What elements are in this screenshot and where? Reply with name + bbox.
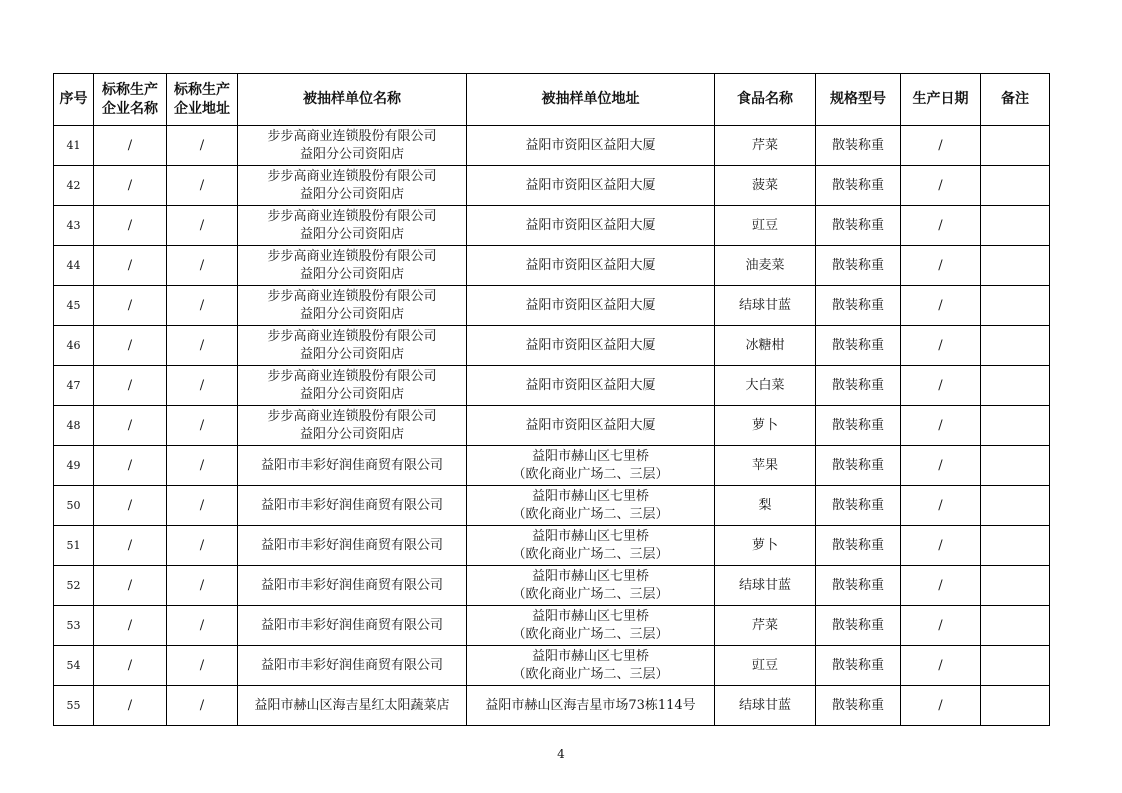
table-row [54, 526, 1050, 566]
cell-food-name: 大白菜 [715, 366, 816, 406]
cell-spec-model: 散装称重 [816, 206, 901, 246]
cell-remarks [981, 326, 1050, 366]
table-body [54, 126, 1050, 726]
cell-mfr-address: / [167, 406, 238, 446]
cell-remarks [981, 406, 1050, 446]
header-serial-no: 序号 [54, 74, 94, 126]
cell-remarks [981, 166, 1050, 206]
cell-serial-no: 42 [54, 166, 94, 206]
cell-production-date: / [901, 126, 981, 166]
cell-production-date: / [901, 166, 981, 206]
table-row [54, 286, 1050, 326]
cell-sampled-unit-address: 益阳市赫山区七里桥 （欧化商业广场二、三层） [467, 566, 715, 606]
table-row [54, 366, 1050, 406]
cell-mfr-name: / [94, 486, 167, 526]
cell-sampled-unit-name: 步步高商业连锁股份有限公司 益阳分公司资阳店 [238, 366, 467, 406]
cell-sampled-unit-address: 益阳市赫山区七里桥 （欧化商业广场二、三层） [467, 446, 715, 486]
cell-mfr-address: / [167, 526, 238, 566]
cell-production-date: / [901, 526, 981, 566]
cell-sampled-unit-name: 步步高商业连锁股份有限公司 益阳分公司资阳店 [238, 246, 467, 286]
cell-serial-no: 52 [54, 566, 94, 606]
cell-mfr-address: / [167, 326, 238, 366]
cell-sampled-unit-address: 益阳市资阳区益阳大厦 [467, 246, 715, 286]
cell-production-date: / [901, 686, 981, 726]
cell-sampled-unit-address: 益阳市资阳区益阳大厦 [467, 286, 715, 326]
cell-food-name: 萝卜 [715, 526, 816, 566]
table-row [54, 566, 1050, 606]
cell-remarks [981, 646, 1050, 686]
cell-mfr-name: / [94, 246, 167, 286]
cell-serial-no: 43 [54, 206, 94, 246]
cell-production-date: / [901, 606, 981, 646]
cell-serial-no: 49 [54, 446, 94, 486]
cell-sampled-unit-name: 步步高商业连锁股份有限公司 益阳分公司资阳店 [238, 326, 467, 366]
table-row [54, 406, 1050, 446]
cell-serial-no: 41 [54, 126, 94, 166]
cell-sampled-unit-address: 益阳市资阳区益阳大厦 [467, 206, 715, 246]
cell-sampled-unit-address: 益阳市赫山区七里桥 （欧化商业广场二、三层） [467, 606, 715, 646]
cell-mfr-name: / [94, 366, 167, 406]
cell-mfr-name: / [94, 206, 167, 246]
sampling-table [53, 73, 1050, 726]
cell-production-date: / [901, 486, 981, 526]
cell-remarks [981, 126, 1050, 166]
cell-mfr-name: / [94, 526, 167, 566]
cell-mfr-address: / [167, 446, 238, 486]
cell-mfr-address: / [167, 686, 238, 726]
cell-mfr-name: / [94, 286, 167, 326]
page-number: 4 [557, 747, 565, 761]
cell-remarks [981, 286, 1050, 326]
cell-mfr-address: / [167, 126, 238, 166]
cell-spec-model: 散装称重 [816, 286, 901, 326]
cell-serial-no: 48 [54, 406, 94, 446]
table-row [54, 326, 1050, 366]
cell-sampled-unit-name: 益阳市丰彩好润佳商贸有限公司 [238, 526, 467, 566]
table-row [54, 246, 1050, 286]
cell-sampled-unit-address: 益阳市赫山区七里桥 （欧化商业广场二、三层） [467, 646, 715, 686]
cell-remarks [981, 446, 1050, 486]
cell-production-date: / [901, 206, 981, 246]
header-sampled-unit-name: 被抽样单位名称 [238, 74, 467, 126]
cell-serial-no: 44 [54, 246, 94, 286]
cell-remarks [981, 486, 1050, 526]
cell-sampled-unit-name: 步步高商业连锁股份有限公司 益阳分公司资阳店 [238, 126, 467, 166]
cell-remarks [981, 526, 1050, 566]
cell-sampled-unit-address: 益阳市资阳区益阳大厦 [467, 406, 715, 446]
cell-spec-model: 散装称重 [816, 526, 901, 566]
cell-mfr-address: / [167, 206, 238, 246]
table-header-row [54, 74, 1050, 126]
header-sampled-unit-address: 被抽样单位地址 [467, 74, 715, 126]
cell-sampled-unit-address: 益阳市赫山区七里桥 （欧化商业广场二、三层） [467, 486, 715, 526]
cell-remarks [981, 686, 1050, 726]
cell-food-name: 豇豆 [715, 206, 816, 246]
cell-mfr-name: / [94, 406, 167, 446]
table-row [54, 446, 1050, 486]
cell-spec-model: 散装称重 [816, 486, 901, 526]
header-mfr-name: 标称生产 企业名称 [94, 74, 167, 126]
cell-food-name: 苹果 [715, 446, 816, 486]
cell-spec-model: 散装称重 [816, 166, 901, 206]
cell-sampled-unit-name: 步步高商业连锁股份有限公司 益阳分公司资阳店 [238, 286, 467, 326]
cell-mfr-address: / [167, 566, 238, 606]
cell-sampled-unit-address: 益阳市资阳区益阳大厦 [467, 366, 715, 406]
cell-spec-model: 散装称重 [816, 246, 901, 286]
cell-mfr-name: / [94, 326, 167, 366]
cell-food-name: 结球甘蓝 [715, 566, 816, 606]
cell-production-date: / [901, 406, 981, 446]
cell-serial-no: 54 [54, 646, 94, 686]
cell-mfr-name: / [94, 446, 167, 486]
cell-food-name: 油麦菜 [715, 246, 816, 286]
cell-mfr-address: / [167, 606, 238, 646]
cell-production-date: / [901, 366, 981, 406]
cell-mfr-address: / [167, 366, 238, 406]
cell-mfr-name: / [94, 646, 167, 686]
cell-production-date: / [901, 446, 981, 486]
cell-production-date: / [901, 646, 981, 686]
cell-production-date: / [901, 566, 981, 606]
cell-sampled-unit-name: 步步高商业连锁股份有限公司 益阳分公司资阳店 [238, 166, 467, 206]
table-row [54, 486, 1050, 526]
cell-mfr-address: / [167, 166, 238, 206]
cell-food-name: 豇豆 [715, 646, 816, 686]
cell-remarks [981, 206, 1050, 246]
cell-spec-model: 散装称重 [816, 686, 901, 726]
cell-mfr-address: / [167, 246, 238, 286]
cell-sampled-unit-address: 益阳市资阳区益阳大厦 [467, 326, 715, 366]
cell-food-name: 芹菜 [715, 606, 816, 646]
cell-serial-no: 46 [54, 326, 94, 366]
table-row [54, 126, 1050, 166]
cell-spec-model: 散装称重 [816, 326, 901, 366]
table-row [54, 686, 1050, 726]
header-spec-model: 规格型号 [816, 74, 901, 126]
cell-sampled-unit-name: 步步高商业连锁股份有限公司 益阳分公司资阳店 [238, 206, 467, 246]
cell-spec-model: 散装称重 [816, 126, 901, 166]
cell-mfr-name: / [94, 166, 167, 206]
cell-remarks [981, 566, 1050, 606]
cell-spec-model: 散装称重 [816, 606, 901, 646]
cell-sampled-unit-name: 益阳市丰彩好润佳商贸有限公司 [238, 646, 467, 686]
table-row [54, 646, 1050, 686]
cell-spec-model: 散装称重 [816, 646, 901, 686]
cell-mfr-address: / [167, 646, 238, 686]
cell-mfr-name: / [94, 566, 167, 606]
cell-serial-no: 53 [54, 606, 94, 646]
cell-sampled-unit-address: 益阳市资阳区益阳大厦 [467, 166, 715, 206]
cell-sampled-unit-address: 益阳市赫山区七里桥 （欧化商业广场二、三层） [467, 526, 715, 566]
cell-remarks [981, 366, 1050, 406]
cell-serial-no: 55 [54, 686, 94, 726]
header-production-date: 生产日期 [901, 74, 981, 126]
sampling-table-container [53, 73, 1050, 726]
header-remarks: 备注 [981, 74, 1050, 126]
cell-sampled-unit-name: 益阳市丰彩好润佳商贸有限公司 [238, 486, 467, 526]
cell-serial-no: 47 [54, 366, 94, 406]
cell-production-date: / [901, 246, 981, 286]
table-row [54, 166, 1050, 206]
cell-remarks [981, 246, 1050, 286]
cell-food-name: 结球甘蓝 [715, 286, 816, 326]
cell-sampled-unit-name: 步步高商业连锁股份有限公司 益阳分公司资阳店 [238, 406, 467, 446]
cell-serial-no: 50 [54, 486, 94, 526]
cell-mfr-name: / [94, 126, 167, 166]
cell-production-date: / [901, 326, 981, 366]
cell-food-name: 芹菜 [715, 126, 816, 166]
cell-mfr-name: / [94, 606, 167, 646]
cell-food-name: 菠菜 [715, 166, 816, 206]
cell-spec-model: 散装称重 [816, 446, 901, 486]
cell-production-date: / [901, 286, 981, 326]
cell-remarks [981, 606, 1050, 646]
cell-spec-model: 散装称重 [816, 366, 901, 406]
cell-sampled-unit-name: 益阳市丰彩好润佳商贸有限公司 [238, 606, 467, 646]
cell-sampled-unit-address: 益阳市资阳区益阳大厦 [467, 126, 715, 166]
cell-food-name: 冰糖柑 [715, 326, 816, 366]
cell-sampled-unit-address: 益阳市赫山区海吉星市场73栋114号 [467, 686, 715, 726]
cell-spec-model: 散装称重 [816, 406, 901, 446]
header-mfr-address: 标称生产 企业地址 [167, 74, 238, 126]
cell-sampled-unit-name: 益阳市丰彩好润佳商贸有限公司 [238, 446, 467, 486]
cell-food-name: 梨 [715, 486, 816, 526]
cell-sampled-unit-name: 益阳市丰彩好润佳商贸有限公司 [238, 566, 467, 606]
cell-mfr-address: / [167, 486, 238, 526]
table-row [54, 606, 1050, 646]
cell-food-name: 结球甘蓝 [715, 686, 816, 726]
cell-sampled-unit-name: 益阳市赫山区海吉星红太阳蔬菜店 [238, 686, 467, 726]
cell-serial-no: 51 [54, 526, 94, 566]
cell-food-name: 萝卜 [715, 406, 816, 446]
header-food-name: 食品名称 [715, 74, 816, 126]
cell-mfr-name: / [94, 686, 167, 726]
table-row [54, 206, 1050, 246]
cell-serial-no: 45 [54, 286, 94, 326]
cell-mfr-address: / [167, 286, 238, 326]
cell-spec-model: 散装称重 [816, 566, 901, 606]
